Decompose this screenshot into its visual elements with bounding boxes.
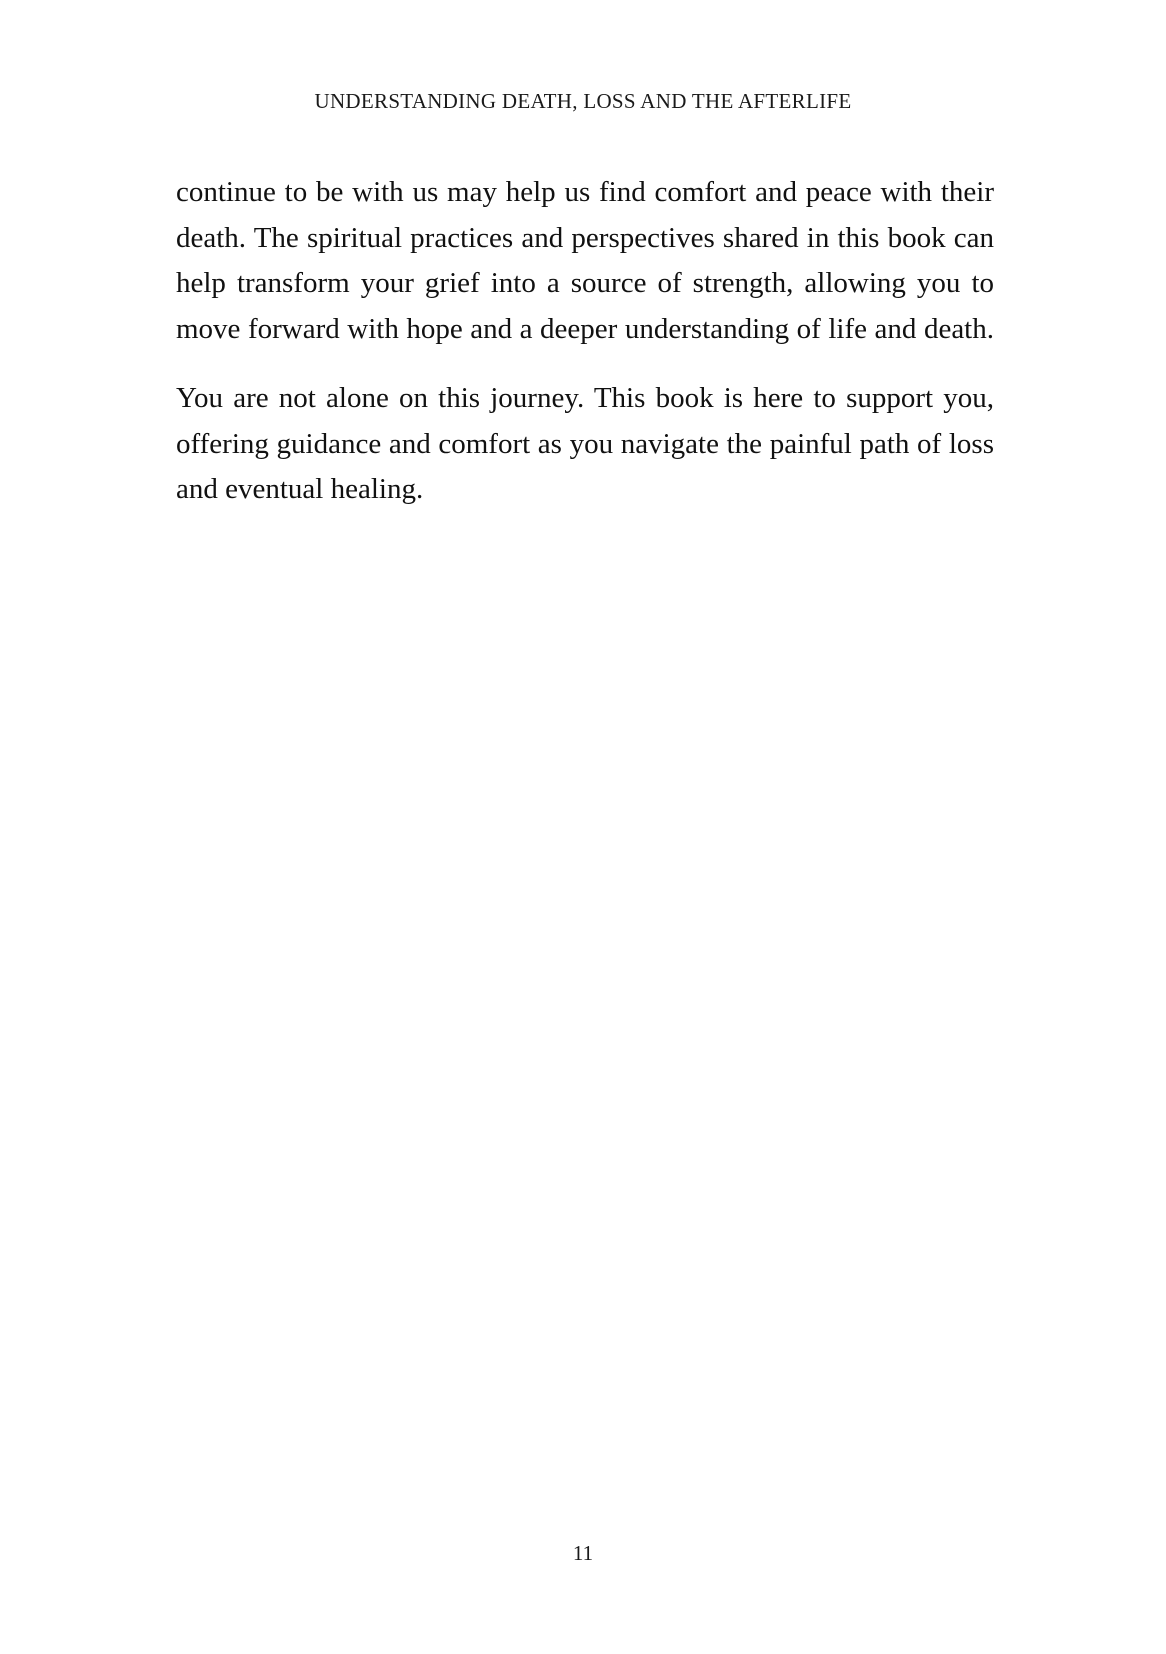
- text-line: and eventual healing.: [176, 473, 424, 505]
- text-line: help transform your grief into a source of strength, allowing you to: [176, 267, 994, 299]
- text-line: You are not alone on this journey. This book is here to support you,: [176, 382, 994, 414]
- text-line: move forward with hope and a deeper understanding of life and death.: [176, 312, 994, 345]
- text-line: death. The spiritual practices and perspectives shared in this book can: [176, 221, 994, 254]
- body-text: [176, 170, 994, 537]
- text-line: continue to be with us may help us find comfort and peace with their: [176, 176, 994, 208]
- paragraph: [176, 376, 994, 513]
- text-line: offering guidance and comfort as you navigate the painful path of loss: [176, 427, 994, 460]
- page-number: 11: [572, 1541, 594, 1565]
- paragraph: [176, 170, 994, 352]
- running-header: UNDERSTANDING DEATH, LOSS AND THE AFTERLIFE: [314, 89, 852, 113]
